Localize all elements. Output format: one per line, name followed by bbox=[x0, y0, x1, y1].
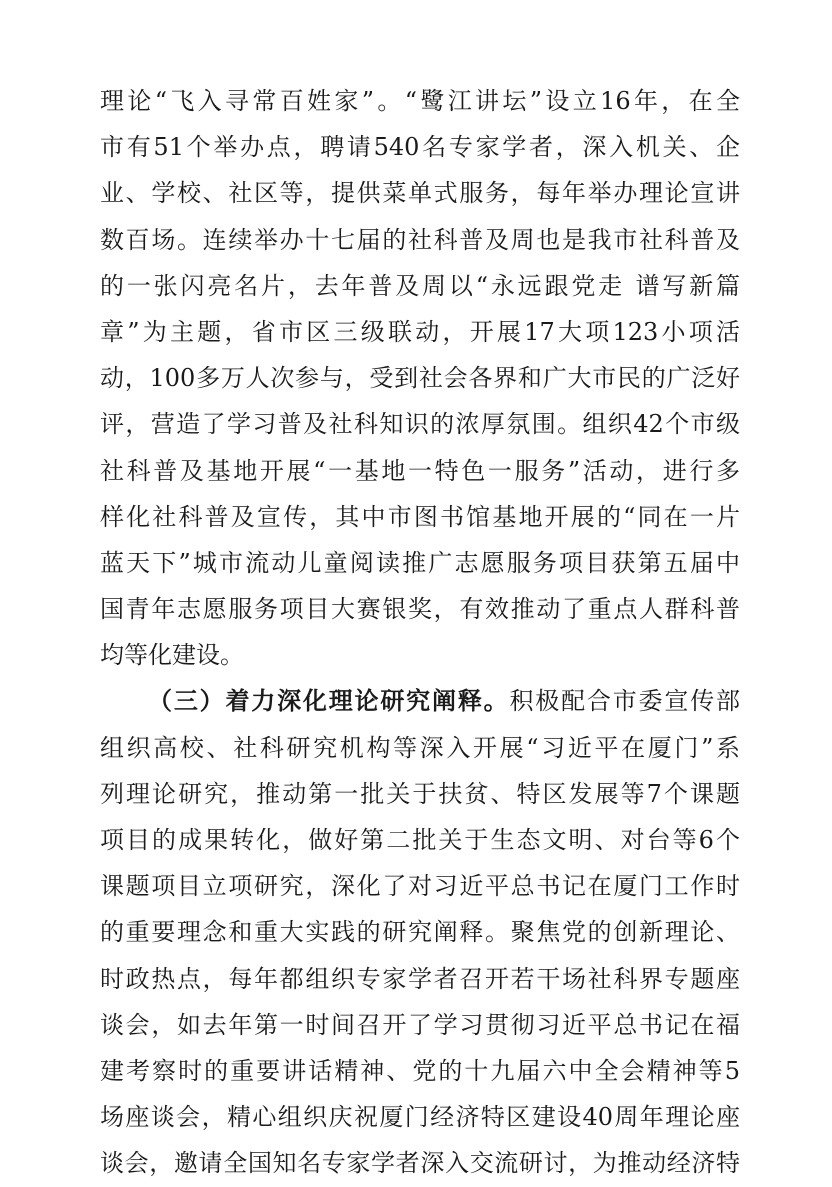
paragraph-1 bbox=[100, 78, 740, 678]
text-line: 业、学校、社区等，提供菜单式服务，每年举办理论宣讲 bbox=[100, 179, 740, 208]
text-line: 数百场。连续举办十七届的社科普及周也是我市社科普及 bbox=[100, 225, 740, 254]
text-line: 国青年志愿服务项目大赛银奖，有效推动了重点人群科普 bbox=[100, 595, 740, 624]
text-line: 社科普及基地开展“一基地一特色一服务”活动，进行多 bbox=[100, 456, 740, 485]
text-line: 列理论研究，推动第一批关于扶贫、特区发展等7个课题 bbox=[100, 779, 740, 808]
text-line: 均等化建设。 bbox=[100, 641, 244, 670]
text-line: 理论“飞入寻常百姓家”。“鹭江讲坛”设立16年，在全 bbox=[100, 87, 740, 115]
section-heading-line bbox=[100, 678, 740, 724]
text-line: 的重要理念和重大实践的研究阐释。聚焦党的创新理论、 bbox=[100, 918, 740, 947]
text-line: 章”为主题，省市区三级联动，开展17大项123小项活 bbox=[100, 317, 740, 346]
text-line: 动，100多万人次参与，受到社会各界和广大市民的广泛好 bbox=[100, 364, 740, 393]
text-line: 蓝天下”城市流动儿童阅读推广志愿服务项目获第五届中 bbox=[100, 548, 740, 577]
text-line: 积极配合市委宣传部 bbox=[509, 687, 740, 716]
section-heading: （三）着力深化理论研究阐释。 bbox=[148, 687, 510, 716]
text-line: 建考察时的重要讲话精神、党的十九届六中全会精神等5 bbox=[100, 1056, 740, 1085]
text-line: 谈会，如去年第一时间召开了学习贯彻习近平总书记在福 bbox=[100, 1010, 740, 1039]
text-line: 时政热点，每年都组织专家学者召开若干场社科界专题座 bbox=[100, 964, 740, 993]
text-line: 课题项目立项研究，深化了对习近平总书记在厦门工作时 bbox=[100, 872, 740, 901]
paragraph-2 bbox=[100, 678, 740, 1186]
body-text bbox=[100, 78, 740, 1187]
text-line: 谈会，邀请全国知名专家学者深入交流研讨，为推动经济特 bbox=[100, 1149, 740, 1178]
text-line: 市有51个举办点，聘请540名专家学者，深入机关、企 bbox=[100, 133, 740, 162]
text-line: 项目的成果转化，做好第二批关于生态文明、对台等6个 bbox=[100, 826, 740, 854]
text-line: 的一张闪亮名片，去年普及周以“永远跟党走 谱写新篇 bbox=[100, 271, 740, 300]
text-line: 组织高校、社科研究机构等深入开展“习近平在厦门”系 bbox=[100, 733, 740, 762]
text-line: 评，营造了学习普及社科知识的浓厚氛围。组织42个市级 bbox=[100, 410, 740, 439]
text-line: 场座谈会，精心组织庆祝厦门经济特区建设40周年理论座 bbox=[100, 1103, 740, 1132]
text-line: 样化社科普及宣传，其中市图书馆基地开展的“同在一片 bbox=[100, 502, 740, 531]
